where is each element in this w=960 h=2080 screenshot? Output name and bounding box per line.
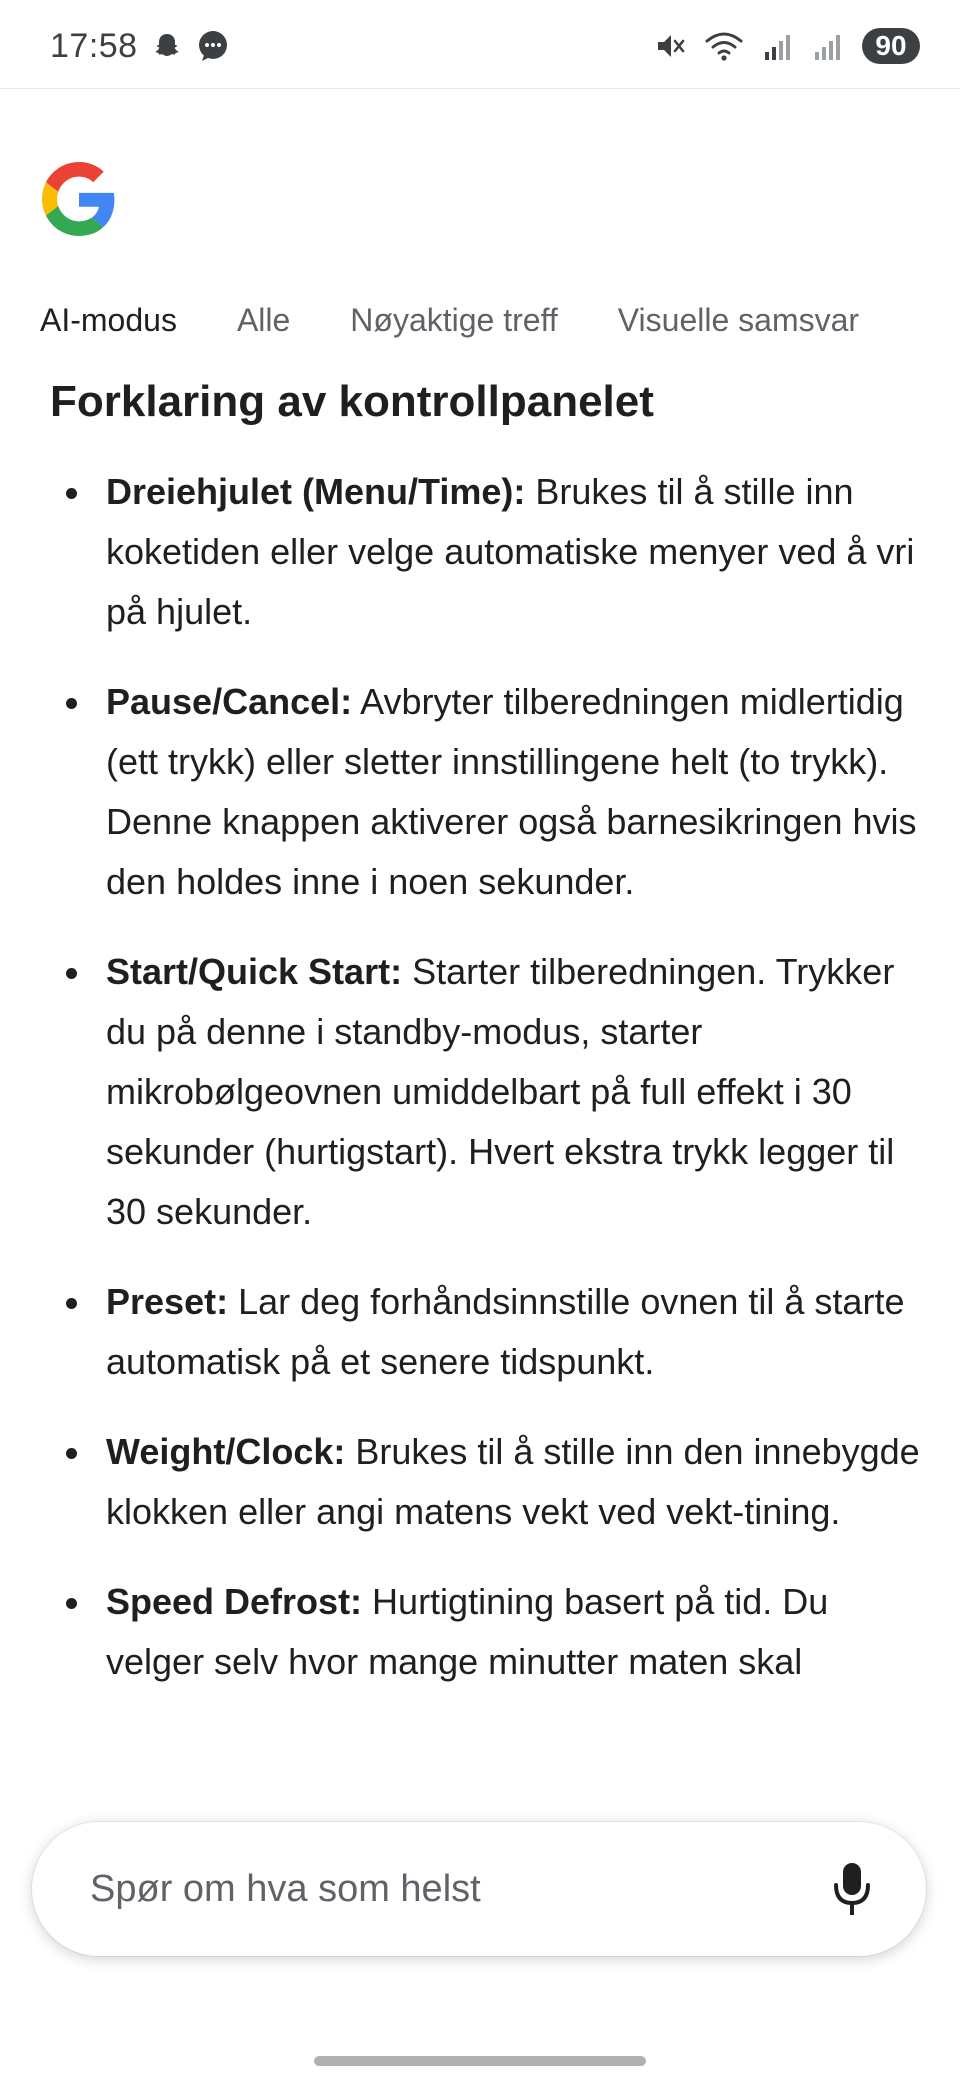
list-item-text: Avbryter tilberedningen midlertidig (ett trykk) eller sletter innstillingene helt (to trykk). Denne knappen aktiverer også barnesikringen hvis den holdes inne i noen sekunder. [106,681,917,902]
tab-visuelle-samsvar[interactable]: Visuelle samsvar [617,301,860,338]
list-item [50,1422,920,1542]
mute-icon [654,30,686,62]
battery-icon: 90 [862,28,920,64]
wifi-icon [704,30,744,62]
chat-bubble-icon [196,29,230,63]
list-item [50,672,920,912]
status-left [50,27,230,66]
status-divider [0,88,960,89]
list-item-term: Start/Quick Start: [106,951,403,992]
status-right [654,28,920,64]
list-item-text: Brukes til å stille inn koketiden eller velge automatiske menyer ved å vri på hjulet. [106,471,915,632]
list-item-term: Dreiehjulet (Menu/Time): [106,471,526,512]
list-item [50,1572,920,1692]
list-item-text: Hurtigtining basert på tid. Du velger selv hvor mange minutter maten skal [106,1581,829,1682]
microphone-icon[interactable] [830,1859,874,1919]
status-time: 17:58 [50,26,138,65]
signal-r-icon [762,30,794,62]
gesture-handle[interactable] [314,2056,646,2066]
list-item-term: Weight/Clock: [106,1431,346,1472]
list-item-text: Brukes til å stille inn den innebygde klokken eller angi matens vekt ved vekt-tining. [106,1431,920,1532]
status-bar [0,0,960,92]
signal-icon [812,30,844,62]
list-item-term: Preset: [106,1281,229,1322]
tab-ai-modus[interactable]: AI-modus [40,301,177,338]
tab-noyaktige-treff[interactable]: Nøyaktige treff [350,301,558,338]
ai-answer [50,372,920,1722]
list-item-term: Speed Defrost: [106,1581,363,1622]
list-item [50,942,920,1242]
list-item-text: Lar deg forhåndsinnstille ovnen til å starte automatisk på et senere tidspunkt. [106,1281,905,1382]
search-tabs [40,292,919,348]
snapchat-icon [152,31,182,61]
google-g-icon[interactable] [42,162,116,236]
ask-anything-bar[interactable] [32,1822,926,1956]
list-item [50,462,920,642]
answer-list [50,462,920,1692]
answer-heading: Forklaring av kontrollpanelet [50,377,654,426]
tab-alle[interactable]: Alle [236,301,291,338]
search-input[interactable]: Spør om hva som helst [90,1867,481,1910]
list-item [50,1272,920,1392]
list-item-term: Pause/Cancel: [106,681,353,722]
list-item-text: Starter tilberedningen. Trykker du på denne i standby-modus, starter mikrobølgeovnen umiddelbart på full effekt i 30 sekunder (hurtigstart). Hvert ekstra trykk legger til 30 sekunder. [106,951,895,1232]
